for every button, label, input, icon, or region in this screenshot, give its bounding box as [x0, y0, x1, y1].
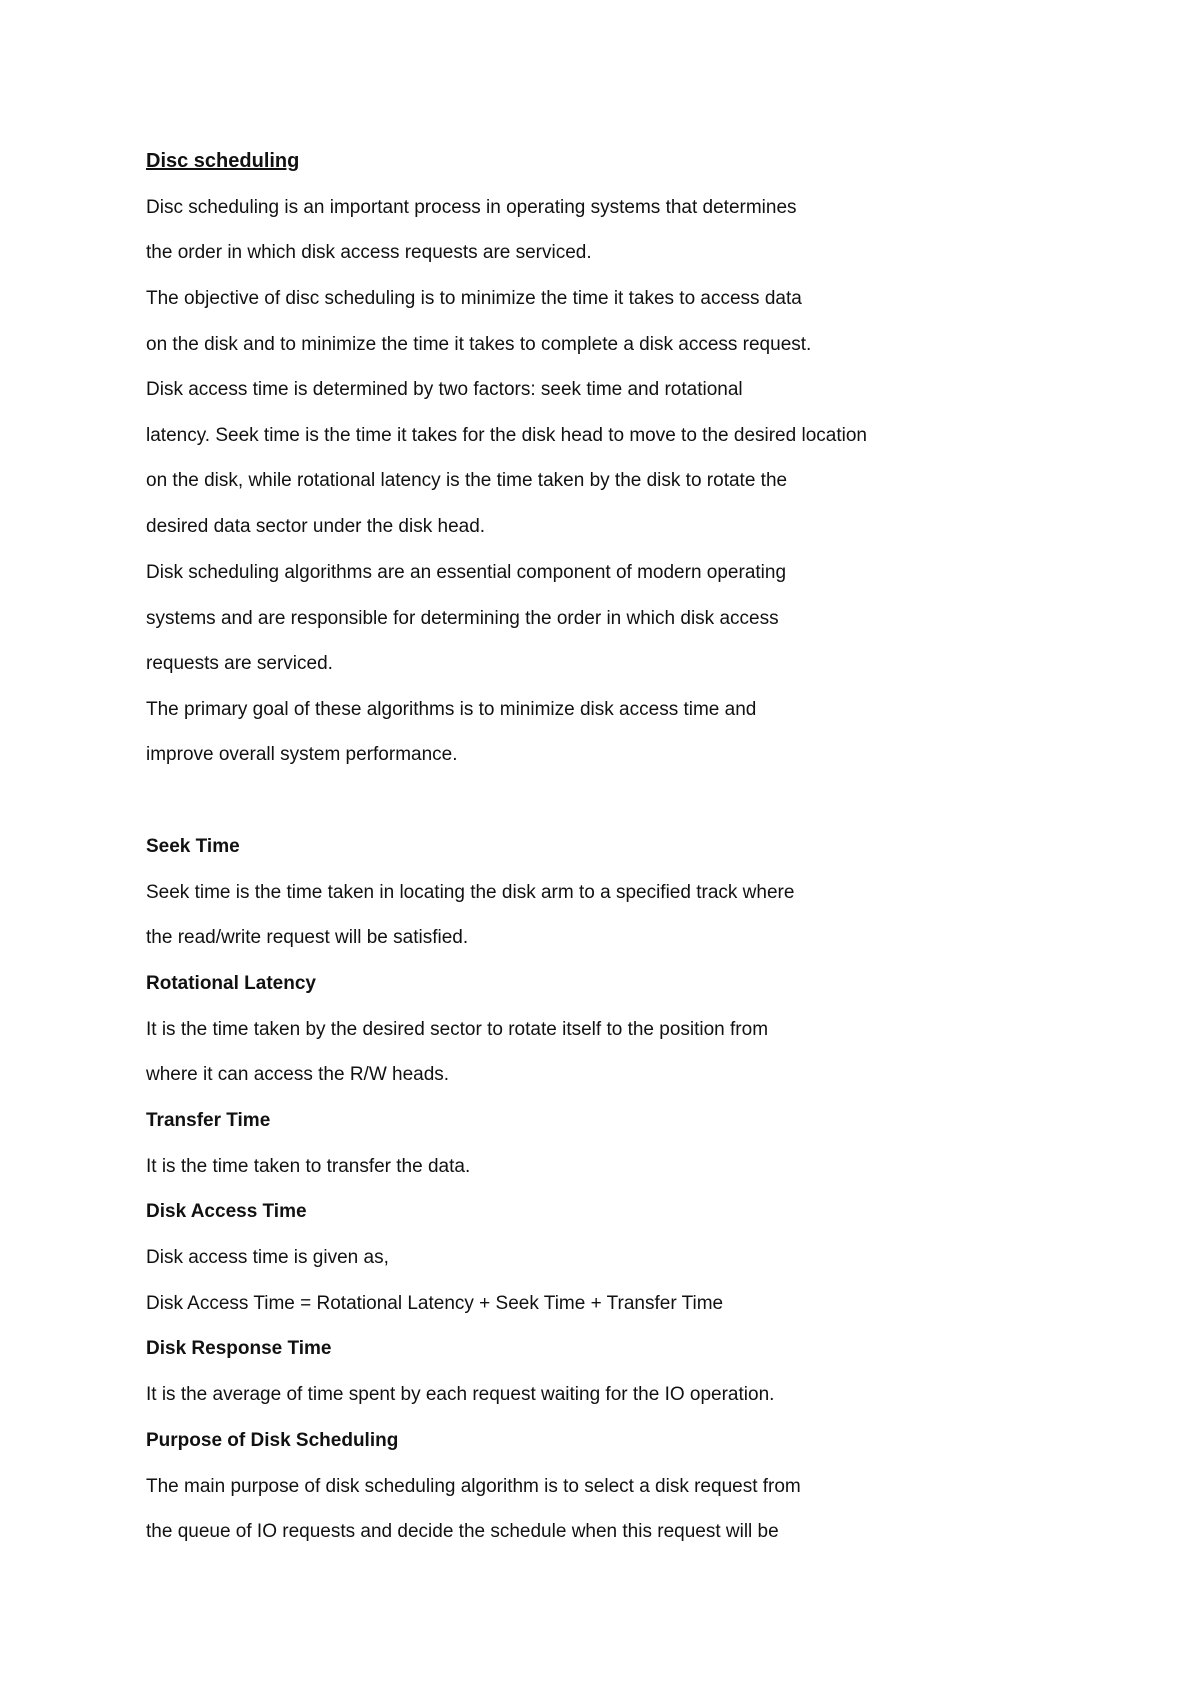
disk-access-time-formula: Disk Access Time = Rotational Latency + Seek Time + Transfer Time — [146, 1293, 724, 1314]
intro-line-7: on the disk, while rotational latency is the time taken by the disk to rotate the — [146, 470, 788, 491]
disk-response-time-heading: Disk Response Time — [146, 1338, 332, 1359]
intro-line-6: latency. Seek time is the time it takes for the disk head to move to the desired location — [146, 425, 867, 446]
intro-line-13: improve overall system performance. — [146, 744, 458, 765]
intro-line-1: Disc scheduling is an important process in operating systems that determines — [146, 197, 797, 218]
transfer-time-line-1: It is the time taken to transfer the data. — [146, 1156, 471, 1177]
intro-line-12: The primary goal of these algorithms is to minimize disk access time and — [146, 699, 757, 720]
rotational-latency-line-1: It is the time taken by the desired sector to rotate itself to the position from — [146, 1019, 769, 1040]
intro-line-9: Disk scheduling algorithms are an essential component of modern operating — [146, 562, 787, 583]
disk-access-time-heading: Disk Access Time — [146, 1201, 307, 1222]
intro-line-3: The objective of disc scheduling is to minimize the time it takes to access data — [146, 288, 802, 309]
document-title: Disc scheduling — [146, 150, 300, 172]
rotational-latency-heading: Rotational Latency — [146, 973, 316, 994]
transfer-time-heading: Transfer Time — [146, 1110, 271, 1131]
purpose-heading: Purpose of Disk Scheduling — [146, 1430, 399, 1451]
intro-line-8: desired data sector under the disk head. — [146, 516, 486, 537]
intro-line-11: requests are serviced. — [146, 653, 333, 674]
disk-response-time-line-1: It is the average of time spent by each request waiting for the IO operation. — [146, 1384, 775, 1405]
intro-line-2: the order in which disk access requests are serviced. — [146, 242, 592, 263]
intro-line-10: systems and are responsible for determining the order in which disk access — [146, 608, 779, 629]
purpose-line-1: The main purpose of disk scheduling algorithm is to select a disk request from — [146, 1476, 801, 1497]
seek-time-line-1: Seek time is the time taken in locating the disk arm to a specified track where — [146, 882, 795, 903]
seek-time-line-2: the read/write request will be satisfied. — [146, 927, 469, 948]
disk-access-time-line-1: Disk access time is given as, — [146, 1247, 389, 1268]
purpose-line-2: the queue of IO requests and decide the schedule when this request will be — [146, 1521, 779, 1542]
rotational-latency-line-2: where it can access the R/W heads. — [146, 1064, 450, 1085]
seek-time-heading: Seek Time — [146, 836, 240, 857]
intro-line-5: Disk access time is determined by two factors: seek time and rotational — [146, 379, 743, 400]
intro-line-4: on the disk and to minimize the time it takes to complete a disk access request. — [146, 334, 812, 355]
